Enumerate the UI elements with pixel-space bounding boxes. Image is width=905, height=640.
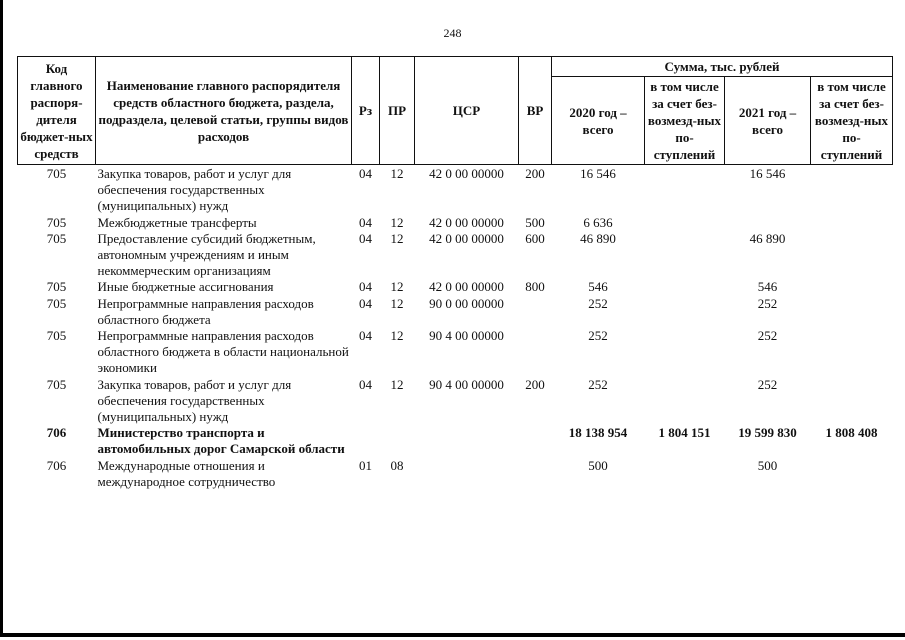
header-2021-gratuitous: в том числе за счет без-возмезд-ных по-ступлений <box>811 77 893 165</box>
header-2020-total: 2020 год – всего <box>552 77 645 165</box>
table-row <box>18 458 893 490</box>
cell-gratuitous-2021 <box>811 296 893 328</box>
cell-sum-2021: 16 546 <box>749 166 786 181</box>
cell-rz: 04 <box>359 279 372 295</box>
cell-code: 705 <box>46 230 67 246</box>
table-row <box>18 425 893 457</box>
cell-gratuitous-2021 <box>811 328 893 377</box>
cell-sum-2020: 500 <box>588 457 608 473</box>
cell-gratuitous-2021 <box>811 377 893 426</box>
table-row <box>18 328 893 377</box>
cell-code: 705 <box>46 214 67 230</box>
cell-rz: 04 <box>359 376 372 392</box>
header-vr: ВР <box>519 57 552 165</box>
header-csr: ЦСР <box>415 57 519 165</box>
cell-gratuitous-2020 <box>645 215 725 231</box>
cell-code: 705 <box>46 295 67 311</box>
cell-rz: 04 <box>359 230 372 246</box>
cell-sum-2021: 19 599 830 <box>738 425 797 441</box>
cell-pr: 12 <box>390 279 404 295</box>
cell-csr: 90 4 00 00000 <box>429 328 504 344</box>
header-2020-gratuitous: в том числе за счет без-возмезд-ных по-ступлений <box>645 77 725 165</box>
cell-vr <box>519 425 552 457</box>
cell-gratuitous-2021 <box>811 279 893 295</box>
cell-csr <box>415 458 519 490</box>
cell-sum-2020: 546 <box>588 279 608 295</box>
header-pr: ПР <box>380 57 415 165</box>
cell-vr <box>519 296 552 328</box>
cell-sum-2021: 500 <box>757 457 778 473</box>
cell-csr: 90 0 00 00000 <box>429 295 504 311</box>
header-rz: Рз <box>352 57 380 165</box>
table-row <box>18 296 893 328</box>
cell-pr: 12 <box>390 230 404 246</box>
cell-gratuitous-2021 <box>811 458 893 490</box>
cell-gratuitous-2021 <box>811 231 893 280</box>
page-number: 248 <box>443 26 462 40</box>
cell-pr: 12 <box>390 328 404 344</box>
cell-name: Межбюджетные трансферты <box>97 214 257 230</box>
cell-gratuitous-2020 <box>645 458 725 490</box>
cell-sum-2021 <box>725 215 811 231</box>
cell-name: Министерство транспорта и автомобильных дорог Самарской области <box>97 425 345 457</box>
table-row <box>18 215 893 231</box>
cell-sum-2020: 18 138 954 <box>568 425 628 441</box>
cell-rz: 04 <box>359 214 372 230</box>
cell-name: Иные бюджетные ассигнования <box>97 279 274 295</box>
cell-gratuitous-2021: 1 808 408 <box>825 425 878 441</box>
cell-code: 705 <box>46 166 67 181</box>
cell-csr <box>415 425 519 457</box>
cell-pr: 12 <box>390 376 404 392</box>
cell-gratuitous-2020 <box>645 296 725 328</box>
cell-gratuitous-2020: 1 804 151 <box>658 425 711 441</box>
scan-edge-left <box>0 0 3 636</box>
cell-vr: 500 <box>525 214 545 230</box>
cell-gratuitous-2021 <box>811 215 893 231</box>
cell-sum-2020: 16 546 <box>580 166 616 181</box>
cell-name: Закупка товаров, работ и услуг для обеспечения государственных (муниципальных) нужд <box>97 376 292 425</box>
cell-name: Непрограммные направления расходов областного бюджета в области национальной экономики <box>97 328 349 376</box>
cell-sum-2021: 46 890 <box>749 230 786 246</box>
cell-sum-2021: 546 <box>757 279 778 295</box>
cell-gratuitous-2020 <box>645 279 725 295</box>
cell-rz: 04 <box>359 295 372 311</box>
cell-sum-2020: 252 <box>588 295 608 311</box>
cell-rz <box>352 425 380 457</box>
header-2021-total: 2021 год – всего <box>725 77 811 165</box>
cell-pr: 12 <box>390 295 404 311</box>
table-row <box>18 231 893 280</box>
cell-sum-2020: 252 <box>588 376 608 392</box>
cell-code: 706 <box>46 425 67 441</box>
table-body <box>18 165 893 491</box>
cell-code: 705 <box>46 376 67 392</box>
table-row <box>18 377 893 426</box>
header-code: Код главного распоря-дителя бюджет-ных средств <box>18 57 96 165</box>
cell-code: 705 <box>46 328 67 344</box>
cell-vr: 800 <box>525 279 545 295</box>
cell-code: 706 <box>46 457 67 473</box>
cell-gratuitous-2021 <box>811 165 893 215</box>
cell-csr: 42 0 00 00000 <box>429 166 504 181</box>
cell-sum-2021: 252 <box>757 328 778 344</box>
header-sum-group: Сумма, тыс. рублей <box>552 57 893 77</box>
cell-csr: 90 4 00 00000 <box>429 376 504 392</box>
cell-sum-2021: 252 <box>757 295 778 311</box>
cell-sum-2021: 252 <box>757 376 778 392</box>
cell-name: Непрограммные направления расходов областного бюджета <box>97 295 314 327</box>
cell-sum-2020: 252 <box>588 328 608 344</box>
table-row <box>18 279 893 295</box>
cell-vr: 200 <box>525 166 545 181</box>
cell-rz: 01 <box>359 457 372 473</box>
cell-vr <box>519 458 552 490</box>
header-name: Наименование главного распорядителя средств областного бюджета, раздела, подраздела, целевой статьи, группы видов расходов <box>96 57 352 165</box>
cell-vr: 200 <box>525 376 545 392</box>
cell-gratuitous-2020 <box>645 165 725 215</box>
cell-vr <box>519 328 552 377</box>
cell-gratuitous-2020 <box>645 328 725 377</box>
cell-gratuitous-2020 <box>645 231 725 280</box>
cell-pr <box>380 425 415 457</box>
cell-sum-2020: 6 636 <box>583 214 613 230</box>
cell-csr: 42 0 00 00000 <box>429 279 504 295</box>
cell-csr: 42 0 00 00000 <box>429 214 504 230</box>
budget-table <box>17 56 893 490</box>
scan-edge-bottom <box>0 633 905 637</box>
cell-code: 705 <box>46 279 67 295</box>
cell-rz: 04 <box>359 166 372 181</box>
cell-pr: 12 <box>390 214 404 230</box>
cell-pr: 08 <box>390 457 404 473</box>
cell-csr: 42 0 00 00000 <box>429 230 504 246</box>
table-row <box>18 165 893 215</box>
cell-name: Закупка товаров, работ и услуг для обеспечения государственных (муниципальных) нужд <box>97 166 292 214</box>
cell-rz: 04 <box>359 328 372 344</box>
cell-gratuitous-2020 <box>645 377 725 426</box>
cell-name: Предоставление субсидий бюджетным, автономным учреждениям и иным некоммерческим организациям <box>97 230 316 279</box>
cell-name: Международные отношения и международное сотрудничество <box>97 457 276 489</box>
table-header <box>18 57 893 165</box>
cell-sum-2020: 46 890 <box>580 230 616 246</box>
cell-pr: 12 <box>390 166 404 181</box>
cell-vr: 600 <box>525 230 545 246</box>
